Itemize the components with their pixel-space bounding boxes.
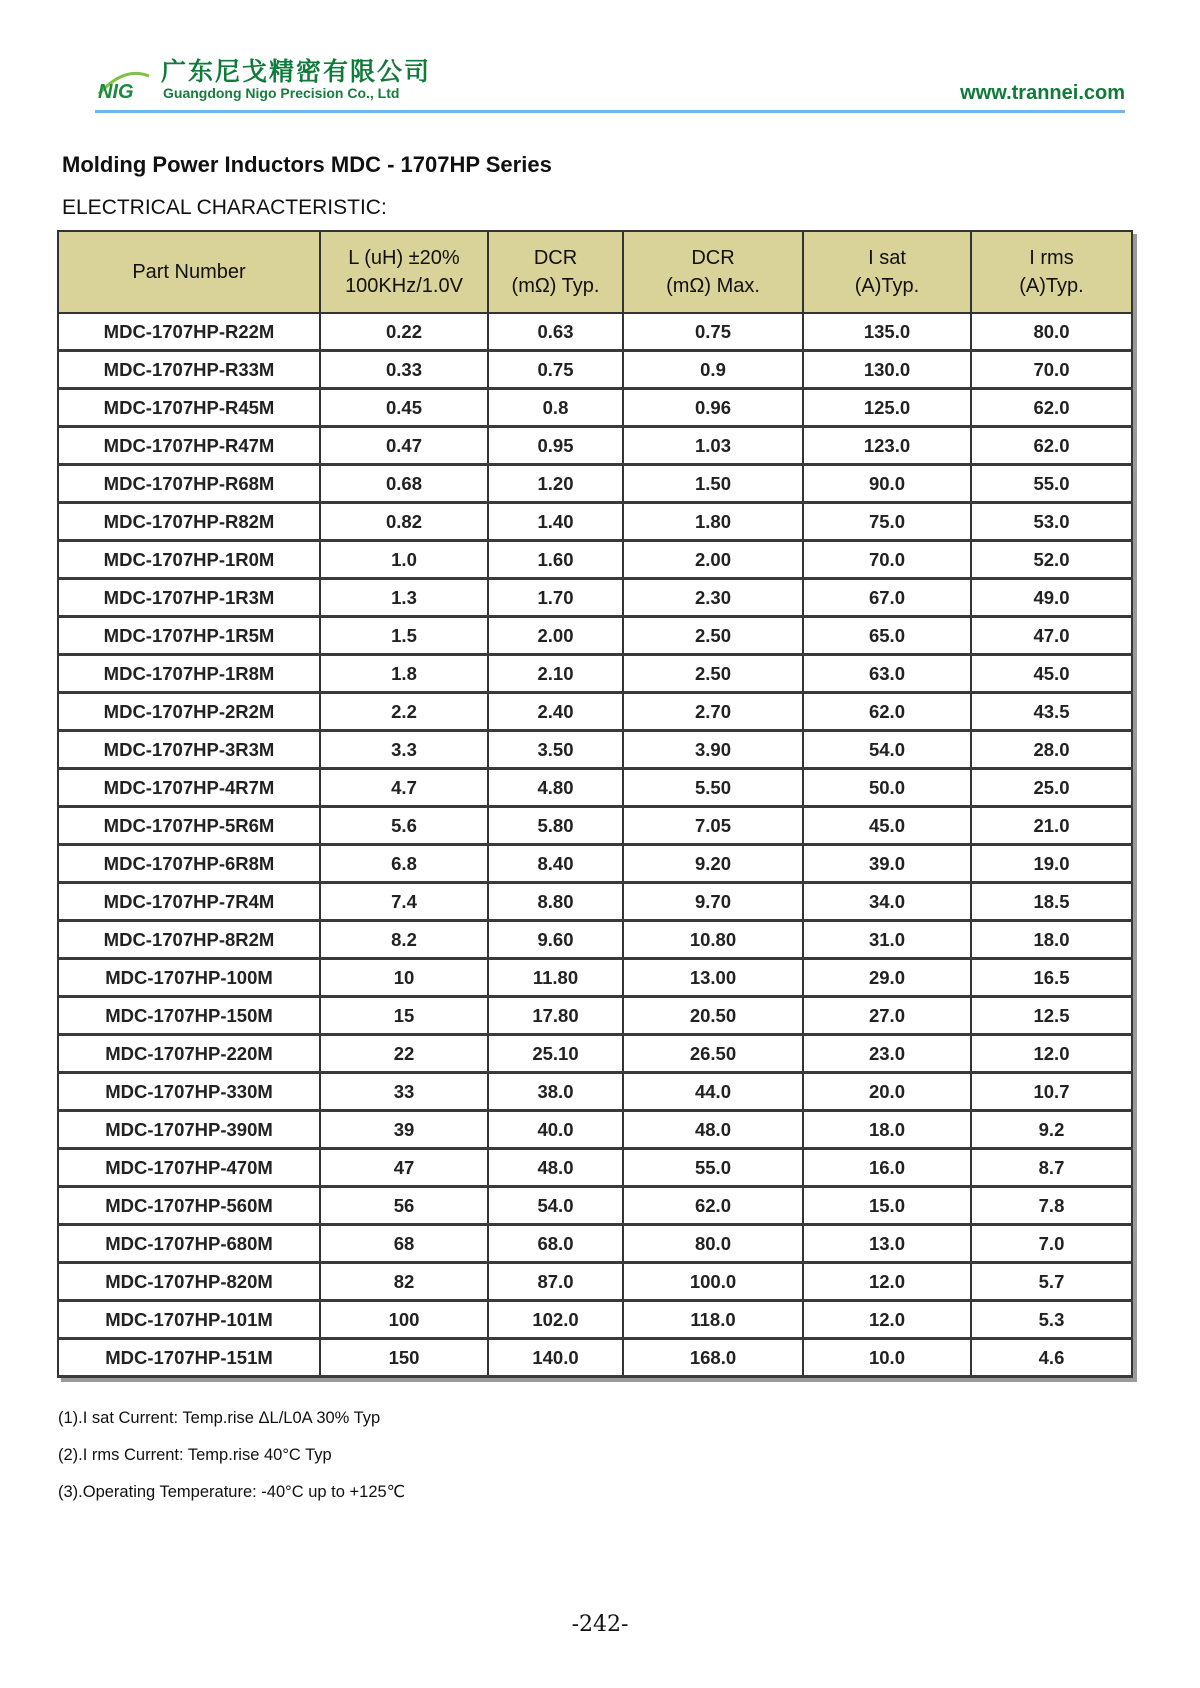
dcr-max-cell: 7.05 [623,807,803,845]
dcr-typ-cell: 5.80 [488,807,623,845]
part-number-cell: MDC-1707HP-R47M [58,427,320,465]
part-number-cell: MDC-1707HP-3R3M [58,731,320,769]
table-row [58,921,1132,959]
part-number-cell: MDC-1707HP-R45M [58,389,320,427]
dcr-typ-cell: 1.20 [488,465,623,503]
irms-cell: 49.0 [971,579,1132,617]
part-number-cell: MDC-1707HP-151M [58,1339,320,1377]
note-operating-temperature: (3).Operating Temperature: -40°C up to +125℃ [58,1483,406,1501]
irms-cell: 12.0 [971,1035,1132,1073]
dcr-max-cell: 80.0 [623,1225,803,1263]
column-header-line: DCR [533,247,578,269]
inductance-cell: 150 [320,1339,488,1377]
isat-cell: 45.0 [803,807,971,845]
column-header-unit: 100KHz/1.0V [345,275,463,297]
column-header [320,231,488,313]
dcr-typ-cell: 2.10 [488,655,623,693]
table-row [58,655,1132,693]
inductance-cell: 2.2 [320,693,488,731]
irms-cell: 62.0 [971,427,1132,465]
inductance-cell: 82 [320,1263,488,1301]
dcr-typ-cell: 3.50 [488,731,623,769]
inductance-cell: 56 [320,1187,488,1225]
part-number-cell: MDC-1707HP-R22M [58,313,320,351]
isat-cell: 75.0 [803,503,971,541]
table-header-row [58,231,1132,313]
irms-cell: 18.5 [971,883,1132,921]
company-name-en: Guangdong Nigo Precision Co., Ltd [163,85,400,101]
dcr-max-cell: 9.70 [623,883,803,921]
table-row [58,313,1132,351]
table-row [58,1149,1132,1187]
isat-cell: 31.0 [803,921,971,959]
table-row [58,1111,1132,1149]
table-row [58,1187,1132,1225]
part-number-cell: MDC-1707HP-101M [58,1301,320,1339]
column-header [971,231,1132,313]
dcr-typ-cell: 40.0 [488,1111,623,1149]
page-header [95,50,1125,112]
dcr-typ-cell: 8.40 [488,845,623,883]
part-number-cell: MDC-1707HP-100M [58,959,320,997]
isat-cell: 63.0 [803,655,971,693]
column-header-line: L (uH) ±20% [348,247,460,269]
isat-cell: 62.0 [803,693,971,731]
dcr-typ-cell: 1.70 [488,579,623,617]
column-header-unit: (mΩ) Typ. [511,275,600,297]
table-row [58,351,1132,389]
dcr-typ-cell: 4.80 [488,769,623,807]
inductance-cell: 0.68 [320,465,488,503]
isat-cell: 29.0 [803,959,971,997]
part-number-cell: MDC-1707HP-820M [58,1263,320,1301]
dcr-typ-cell: 9.60 [488,921,623,959]
company-name-cn: 广东尼戈精密有限公司 [161,57,432,86]
inductance-cell: 10 [320,959,488,997]
part-number-cell: MDC-1707HP-680M [58,1225,320,1263]
column-header-unit: (mΩ) Max. [666,275,760,297]
table-row [58,579,1132,617]
part-number-cell: MDC-1707HP-390M [58,1111,320,1149]
isat-cell: 54.0 [803,731,971,769]
inductance-cell: 0.22 [320,313,488,351]
table-row [58,1339,1132,1377]
table-row [58,731,1132,769]
part-number-cell: MDC-1707HP-1R0M [58,541,320,579]
dcr-typ-cell: 87.0 [488,1263,623,1301]
table-row [58,389,1132,427]
part-number-cell: MDC-1707HP-1R3M [58,579,320,617]
dcr-max-cell: 1.80 [623,503,803,541]
dcr-typ-cell: 48.0 [488,1149,623,1187]
table-row [58,1225,1132,1263]
part-number-cell: MDC-1707HP-1R5M [58,617,320,655]
dcr-typ-cell: 0.8 [488,389,623,427]
dcr-max-cell: 10.80 [623,921,803,959]
part-number-cell: MDC-1707HP-560M [58,1187,320,1225]
isat-cell: 50.0 [803,769,971,807]
inductance-cell: 1.0 [320,541,488,579]
isat-cell: 67.0 [803,579,971,617]
dcr-typ-cell: 17.80 [488,997,623,1035]
table-row [58,997,1132,1035]
note-irms: (2).I rms Current: Temp.rise 40°C Typ [58,1446,332,1464]
page-number: -242- [571,1612,629,1637]
inductance-cell: 1.8 [320,655,488,693]
dcr-max-cell: 44.0 [623,1073,803,1111]
dcr-typ-cell: 0.75 [488,351,623,389]
column-header-line: I sat [868,247,906,269]
dcr-typ-cell: 0.63 [488,313,623,351]
dcr-max-cell: 55.0 [623,1149,803,1187]
inductance-cell: 6.8 [320,845,488,883]
dcr-max-cell: 2.00 [623,541,803,579]
inductance-cell: 8.2 [320,921,488,959]
table-row [58,541,1132,579]
table-row [58,807,1132,845]
isat-cell: 20.0 [803,1073,971,1111]
inductance-cell: 0.45 [320,389,488,427]
irms-cell: 8.7 [971,1149,1132,1187]
dcr-max-cell: 2.70 [623,693,803,731]
column-header-line: Part Number [132,261,246,283]
inductance-cell: 0.82 [320,503,488,541]
dcr-typ-cell: 25.10 [488,1035,623,1073]
irms-cell: 80.0 [971,313,1132,351]
isat-cell: 23.0 [803,1035,971,1073]
dcr-max-cell: 2.50 [623,617,803,655]
isat-cell: 12.0 [803,1301,971,1339]
isat-cell: 123.0 [803,427,971,465]
part-number-cell: MDC-1707HP-7R4M [58,883,320,921]
table-row [58,465,1132,503]
inductance-cell: 100 [320,1301,488,1339]
dcr-max-cell: 0.96 [623,389,803,427]
note-isat: (1).I sat Current: Temp.rise ΔL/L0A 30% Typ [58,1409,381,1427]
dcr-typ-cell: 2.00 [488,617,623,655]
irms-cell: 53.0 [971,503,1132,541]
inductance-cell: 4.7 [320,769,488,807]
irms-cell: 7.0 [971,1225,1132,1263]
part-number-cell: MDC-1707HP-8R2M [58,921,320,959]
part-number-cell: MDC-1707HP-R68M [58,465,320,503]
dcr-typ-cell: 2.40 [488,693,623,731]
part-number-cell: MDC-1707HP-R33M [58,351,320,389]
isat-cell: 16.0 [803,1149,971,1187]
dcr-max-cell: 2.30 [623,579,803,617]
website-link[interactable]: www.trannei.com [960,82,1125,104]
isat-cell: 125.0 [803,389,971,427]
irms-cell: 21.0 [971,807,1132,845]
irms-cell: 18.0 [971,921,1132,959]
inductance-cell: 39 [320,1111,488,1149]
dcr-max-cell: 118.0 [623,1301,803,1339]
dcr-max-cell: 9.20 [623,845,803,883]
irms-cell: 12.5 [971,997,1132,1035]
inductance-cell: 1.3 [320,579,488,617]
isat-cell: 10.0 [803,1339,971,1377]
column-header-unit: (A)Typ. [854,275,920,297]
notes-section [58,1400,405,1511]
dcr-typ-cell: 54.0 [488,1187,623,1225]
inductance-cell: 33 [320,1073,488,1111]
dcr-typ-cell: 140.0 [488,1339,623,1377]
dcr-max-cell: 100.0 [623,1263,803,1301]
part-number-cell: MDC-1707HP-470M [58,1149,320,1187]
irms-cell: 62.0 [971,389,1132,427]
isat-cell: 18.0 [803,1111,971,1149]
dcr-max-cell: 13.00 [623,959,803,997]
logo-text: NIG [98,81,134,103]
inductance-cell: 15 [320,997,488,1035]
nig-logo-icon [95,64,153,104]
isat-cell: 27.0 [803,997,971,1035]
header-divider [95,110,1125,113]
isat-cell: 65.0 [803,617,971,655]
table-row [58,883,1132,921]
irms-cell: 5.7 [971,1263,1132,1301]
irms-cell: 4.6 [971,1339,1132,1377]
irms-cell: 43.5 [971,693,1132,731]
dcr-max-cell: 3.90 [623,731,803,769]
table-row [58,959,1132,997]
electrical-characteristics-table [57,230,1133,1378]
inductance-cell: 0.33 [320,351,488,389]
inductance-cell: 68 [320,1225,488,1263]
isat-cell: 70.0 [803,541,971,579]
inductance-cell: 7.4 [320,883,488,921]
part-number-cell: MDC-1707HP-150M [58,997,320,1035]
irms-cell: 9.2 [971,1111,1132,1149]
dcr-max-cell: 168.0 [623,1339,803,1377]
table-row [58,1301,1132,1339]
irms-cell: 16.5 [971,959,1132,997]
column-header [803,231,971,313]
part-number-cell: MDC-1707HP-5R6M [58,807,320,845]
table-body [58,313,1132,1377]
column-header-line: I rms [1029,247,1074,269]
inductance-cell: 5.6 [320,807,488,845]
part-number-cell: MDC-1707HP-4R7M [58,769,320,807]
table-row [58,427,1132,465]
inductance-cell: 3.3 [320,731,488,769]
dcr-typ-cell: 102.0 [488,1301,623,1339]
dcr-typ-cell: 0.95 [488,427,623,465]
part-number-cell: MDC-1707HP-220M [58,1035,320,1073]
dcr-typ-cell: 68.0 [488,1225,623,1263]
dcr-max-cell: 1.03 [623,427,803,465]
irms-cell: 28.0 [971,731,1132,769]
isat-cell: 13.0 [803,1225,971,1263]
irms-cell: 7.8 [971,1187,1132,1225]
section-subtitle: ELECTRICAL CHARACTERISTIC: [62,196,387,219]
table-row [58,769,1132,807]
dcr-max-cell: 5.50 [623,769,803,807]
table-row [58,1073,1132,1111]
part-number-cell: MDC-1707HP-6R8M [58,845,320,883]
dcr-max-cell: 20.50 [623,997,803,1035]
irms-cell: 19.0 [971,845,1132,883]
irms-cell: 10.7 [971,1073,1132,1111]
irms-cell: 52.0 [971,541,1132,579]
dcr-max-cell: 62.0 [623,1187,803,1225]
dcr-max-cell: 26.50 [623,1035,803,1073]
inductance-cell: 47 [320,1149,488,1187]
isat-cell: 34.0 [803,883,971,921]
isat-cell: 135.0 [803,313,971,351]
inductance-cell: 0.47 [320,427,488,465]
table-row [58,693,1132,731]
part-number-cell: MDC-1707HP-1R8M [58,655,320,693]
table-row [58,503,1132,541]
column-header-unit: (A)Typ. [1019,275,1084,297]
document-title: Molding Power Inductors MDC - 1707HP Series [62,152,552,177]
irms-cell: 47.0 [971,617,1132,655]
dcr-max-cell: 0.75 [623,313,803,351]
isat-cell: 15.0 [803,1187,971,1225]
inductance-cell: 22 [320,1035,488,1073]
table-row [58,1035,1132,1073]
isat-cell: 39.0 [803,845,971,883]
isat-cell: 130.0 [803,351,971,389]
dcr-max-cell: 0.9 [623,351,803,389]
column-header [58,231,320,313]
irms-cell: 45.0 [971,655,1132,693]
part-number-cell: MDC-1707HP-R82M [58,503,320,541]
table-row [58,1263,1132,1301]
table-row [58,845,1132,883]
column-header [623,231,803,313]
irms-cell: 5.3 [971,1301,1132,1339]
isat-cell: 90.0 [803,465,971,503]
inductance-cell: 1.5 [320,617,488,655]
dcr-typ-cell: 38.0 [488,1073,623,1111]
isat-cell: 12.0 [803,1263,971,1301]
part-number-cell: MDC-1707HP-330M [58,1073,320,1111]
irms-cell: 70.0 [971,351,1132,389]
irms-cell: 55.0 [971,465,1132,503]
dcr-max-cell: 2.50 [623,655,803,693]
column-header [488,231,623,313]
dcr-typ-cell: 11.80 [488,959,623,997]
dcr-max-cell: 48.0 [623,1111,803,1149]
irms-cell: 25.0 [971,769,1132,807]
column-header-line: DCR [691,247,735,269]
dcr-typ-cell: 1.40 [488,503,623,541]
part-number-cell: MDC-1707HP-2R2M [58,693,320,731]
dcr-max-cell: 1.50 [623,465,803,503]
dcr-typ-cell: 8.80 [488,883,623,921]
dcr-typ-cell: 1.60 [488,541,623,579]
table-row [58,617,1132,655]
